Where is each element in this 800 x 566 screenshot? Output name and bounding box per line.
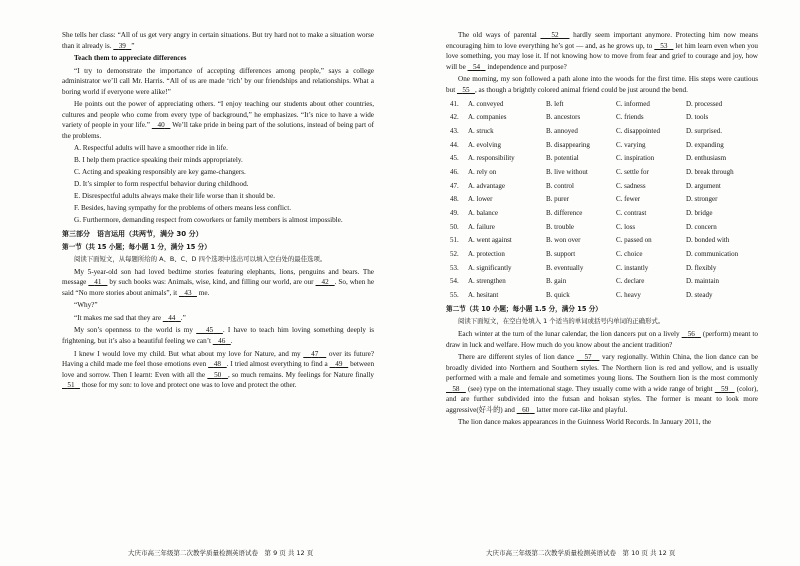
choice-option-c: C. choice <box>616 249 643 258</box>
text: He points out the power of appreciating others. “I enjoy teaching our students about other countries, cultures and people who come from every type of background,” he emphasizes. “It’s nice to have a wide variety of people in your life.” <box>62 100 374 130</box>
choice-option-c: C. heavy <box>616 290 641 299</box>
choice-option-c: C. contrast <box>616 208 647 217</box>
choice-table <box>446 97 758 302</box>
choice-option-b: B. ancestors <box>546 113 581 122</box>
text: She tells her class: “All of us get very angry in certain situations. But try hard not to make a situation worse than it already is. <box>62 31 374 50</box>
section-heading: Teach them to appreciate differences <box>74 54 187 63</box>
choice-option-a: A. evolving <box>468 140 502 149</box>
choice-option-b: B. difference <box>546 208 583 217</box>
choice-row <box>446 138 758 152</box>
choice-option-a: A. companies <box>468 113 507 122</box>
choice-row <box>446 275 758 289</box>
paragraph-woods: One morning, my son followed a path alone into the woods for the first time. His steps were cautious but 55 , as though a brightly colored animal friend could be just around the bend. <box>446 75 758 94</box>
blank-52: 52 <box>551 31 559 39</box>
blank-53: 53 <box>660 41 668 50</box>
text: We’ll take pride in being part of the solutions, instead of being part of the problems. <box>62 121 375 140</box>
choice-option-d: D. surprised. <box>686 127 722 136</box>
choice-option-c: C. disappointed <box>616 127 660 136</box>
choice-option-c: C. informed <box>616 99 650 108</box>
choice-row <box>446 247 758 261</box>
choice-option-a: A. advantage <box>468 181 505 190</box>
paragraph-openness: My son’s openness to the world is my 45 . I have to teach him loving something deeply is frightening, but it’s also a beautiful feeling we can’t 46 . <box>62 326 375 345</box>
choice-option-b: B. purer <box>546 195 569 204</box>
blank-54: 54 <box>472 62 481 71</box>
option-d: D. It’s simpler to form respectful behavior during childhood. <box>74 180 249 188</box>
option-list <box>62 143 374 225</box>
paragraph-old-ways: The old ways of parental 52 hardly seem important anymore. Protecting him now means encouraging him to love everything he’s got — and, as he grows up, to 53 let him learn even when you love something, you may lose it. If not knowing how to move from fear and grief to courage and joy, how will be 54 independence and purpose? <box>446 31 759 71</box>
choice-option-b: B. live without <box>546 168 588 177</box>
choice-option-d: D. break through <box>686 168 734 177</box>
choice-row <box>446 206 758 220</box>
choice-option-b: B. gain <box>546 277 567 286</box>
choice-option-b: B. won over <box>546 236 581 245</box>
choice-option-c: C. fewer <box>616 195 641 204</box>
choice-option-b: B. eventually <box>546 263 584 272</box>
choice-row <box>446 220 758 234</box>
choice-option-d: D. bonded with <box>686 236 730 245</box>
choice-option-a: A. rely on <box>468 168 497 177</box>
choice-option-b: B. left <box>546 99 564 108</box>
choice-option-b: B. potential <box>546 154 579 163</box>
blank-48: 48 <box>213 360 221 369</box>
question-number: 52. <box>450 249 459 258</box>
section2-title: 第二节（共 10 小题；每小题 1.5 分，满分 15 分） <box>446 304 602 313</box>
footer-page-9: 大庆市高三年级第二次教学质量检测英语试卷 第 9 页 共 12 页 <box>128 549 314 557</box>
question-number: 55. <box>450 290 459 299</box>
paragraph-lion-intro: Each winter at the turn of the lunar calendar, the lion dancers put on a lively 56 (perform) meant to draw in luck and welfare. How much do you know about the ancient tradition? <box>446 329 759 349</box>
blank-40: 40 <box>157 121 165 130</box>
paragraph-bedtime: My 5-year-old son had loved bedtime stories featuring elephants, lions, penguins and bears. The message 41 by such books was: Animals, wise, kind, and filling our world, are our 42 . So, when he said “No more stories about animals”, it 43 me. <box>62 267 375 297</box>
question-number: 43. <box>450 127 459 136</box>
question-number: 51. <box>450 236 459 245</box>
blank-60: 60 <box>522 405 530 414</box>
choice-option-d: D. enthusiasm <box>686 154 727 163</box>
choice-row <box>446 261 758 275</box>
blank-59: 59 <box>721 384 729 393</box>
choice-row <box>446 165 758 179</box>
question-number: 49. <box>450 208 459 217</box>
blank-56: 56 <box>687 329 695 338</box>
choice-option-b: B. annoyed <box>546 127 578 136</box>
choice-option-a: A. failure <box>468 222 495 231</box>
left-page-column <box>62 30 374 393</box>
question-number: 44. <box>450 140 459 149</box>
choice-row <box>446 125 758 139</box>
section2-instructions: 阅读下面短文，在空白处填入 1 个适当的单词或括号内单词的正确形式。 <box>458 317 665 326</box>
option-g: G. Furthermore, demanding respect from coworkers or family members is almost impossible. <box>74 215 343 224</box>
part3-title: 第三部分 语言运用（共两节，满分 30 分） <box>62 230 203 239</box>
choice-option-b: B. control <box>546 181 574 190</box>
blank-42: 42 <box>321 278 329 287</box>
option-c: C. Acting and speaking responsibly are key game-changers. <box>74 168 246 177</box>
choice-option-d: D. maintain <box>686 277 720 286</box>
blank-58: 58 <box>452 384 460 393</box>
option-e: E. Disrespectful adults always make their life worse than it should be. <box>74 191 275 200</box>
choice-option-c: C. varying <box>616 140 646 149</box>
question-number: 42. <box>450 113 459 122</box>
section1-instructions: 阅读下面短文，从每题所给的 A、B、C、D 四个选项中选出可以填入空白处的最佳选项。 <box>74 255 327 264</box>
choice-option-d: D. argument <box>686 181 721 190</box>
question-number: 47. <box>450 181 459 190</box>
paragraph-sad: “It makes me sad that they are 44 .” <box>74 313 186 322</box>
question-number: 53. <box>450 263 459 272</box>
choice-option-d: D. tools <box>686 113 709 122</box>
choice-option-a: A. responsibility <box>468 154 515 163</box>
question-number: 45. <box>450 154 459 163</box>
choice-option-c: C. declare <box>616 277 645 286</box>
blank-44: 44 <box>168 313 176 322</box>
choice-option-c: C. instantly <box>616 263 649 272</box>
choice-option-d: D. concern <box>686 222 717 231</box>
choice-option-a: A. hesitant <box>468 290 499 299</box>
option-a: A. Respectful adults will have a smoother ride in life. <box>74 144 228 153</box>
choice-option-d: D. processed <box>686 99 723 108</box>
choice-row <box>446 97 758 111</box>
choice-option-c: C. inspiration <box>616 154 655 163</box>
text: ” <box>131 41 135 50</box>
paragraph-guinness: The lion dance makes appearances in the Guinness World Records. In January 2011, the <box>458 418 712 427</box>
choice-option-b: B. support <box>546 249 576 258</box>
blank-49: 49 <box>335 360 343 369</box>
option-f: F. Besides, having sympathy for the problems of others means less conflict. <box>74 203 292 212</box>
choice-row <box>446 234 758 248</box>
question-number: 50. <box>450 222 459 231</box>
choice-table-body <box>446 97 758 302</box>
choice-option-c: C. settle for <box>616 168 649 177</box>
choice-option-d: D. steady <box>686 290 713 299</box>
choice-row <box>446 152 758 166</box>
paragraph-anger <box>62 30 374 51</box>
choice-option-a: A. struck <box>468 127 494 136</box>
footer-page-10: 大庆市高三年级第二次教学质量检测英语试卷 第 10 页 共 12 页 <box>486 549 676 557</box>
choice-option-b: B. trouble <box>546 222 574 231</box>
question-number: 54. <box>450 277 459 286</box>
choice-option-c: C. loss <box>616 222 636 231</box>
question-number: 41. <box>450 99 459 108</box>
choice-option-a: A. balance <box>468 208 498 217</box>
blank-41: 41 <box>94 278 102 287</box>
blank-50: 50 <box>214 370 222 379</box>
choice-option-a: A. strengthen <box>468 277 506 286</box>
paragraph-lion-styles: There are different styles of lion dance 57 vary regionally. Within China, the lion dance can be broadly divided into Northern and Southern styles. The Northern lion is red and yellow, and is usually performed with a male and female and sometimes young lions. The Southern lion is the most commonly 58 (see) type on the international stage. They usually come with a wide range of bright 59 (color), and are further subdivided into the futsan and hoksan styles. The former is meant to look more aggressive(好斗的) and 60 latter more cat-like and playful. <box>446 353 759 414</box>
choice-row <box>446 193 758 207</box>
choice-option-c: C. sadness <box>616 181 646 190</box>
section1-title: 第一节（共 15 小题；每小题 1 分，满分 15 分） <box>62 242 211 251</box>
blank-47: 47 <box>311 349 319 358</box>
blank-55: 55 <box>462 85 470 94</box>
question-number: 46. <box>450 168 459 177</box>
choice-row <box>446 288 758 302</box>
blank-46: 46 <box>218 337 226 345</box>
choice-option-d: D. expanding <box>686 140 724 149</box>
question-number: 48. <box>450 195 459 204</box>
choice-option-d: D. flexibly <box>686 263 717 272</box>
choice-row <box>446 111 758 125</box>
blank-39: 39 <box>118 41 126 50</box>
choice-option-c: C. friends <box>616 113 644 122</box>
choice-option-c: C. passed on <box>616 236 652 245</box>
choice-option-a: A. lower <box>468 195 493 204</box>
paragraph-why: “Why?” <box>74 301 98 310</box>
blank-43: 43 <box>184 288 192 297</box>
choice-option-a: A. significantly <box>468 263 512 272</box>
choice-option-d: D. bridge <box>686 208 713 217</box>
paragraph-appreciating <box>62 99 374 141</box>
choice-option-a: A. conveyed <box>468 99 504 108</box>
choice-option-a: A. protection <box>468 249 505 258</box>
blank-57: 57 <box>584 353 592 362</box>
blank-45: 45 <box>205 326 214 335</box>
paragraph-harris: “I try to demonstrate the importance of accepting differences among people,” says a college administrator we’ll call Mr. Harris. “All of us are made ‘rich’ by our friendships and relationships. What a boring world if everyone were alike!” <box>62 66 374 96</box>
choice-option-a: A. went against <box>468 236 512 245</box>
choice-row <box>446 179 758 193</box>
choice-option-b: B. disappearing <box>546 140 590 149</box>
paragraph-nature: I knew I would love my child. But what about my love for Nature, and my 47 over its future? Having a child made me feel those emotions even 48 . I tried almost everything to find a 49 between love and sorrow. Then I learnt: Even with all the 50 , so much remains. My feelings for Nature finally 51 those for my son: to love and protect one was to love and protect the other. <box>62 349 375 390</box>
right-page-column <box>446 30 758 430</box>
choice-option-d: D. stronger <box>686 195 718 204</box>
choice-option-d: D. communication <box>686 249 739 258</box>
choice-option-b: B. quick <box>546 290 570 299</box>
option-b: B. I help them practice speaking their minds appropriately. <box>74 156 243 165</box>
blank-51: 51 <box>67 381 75 390</box>
